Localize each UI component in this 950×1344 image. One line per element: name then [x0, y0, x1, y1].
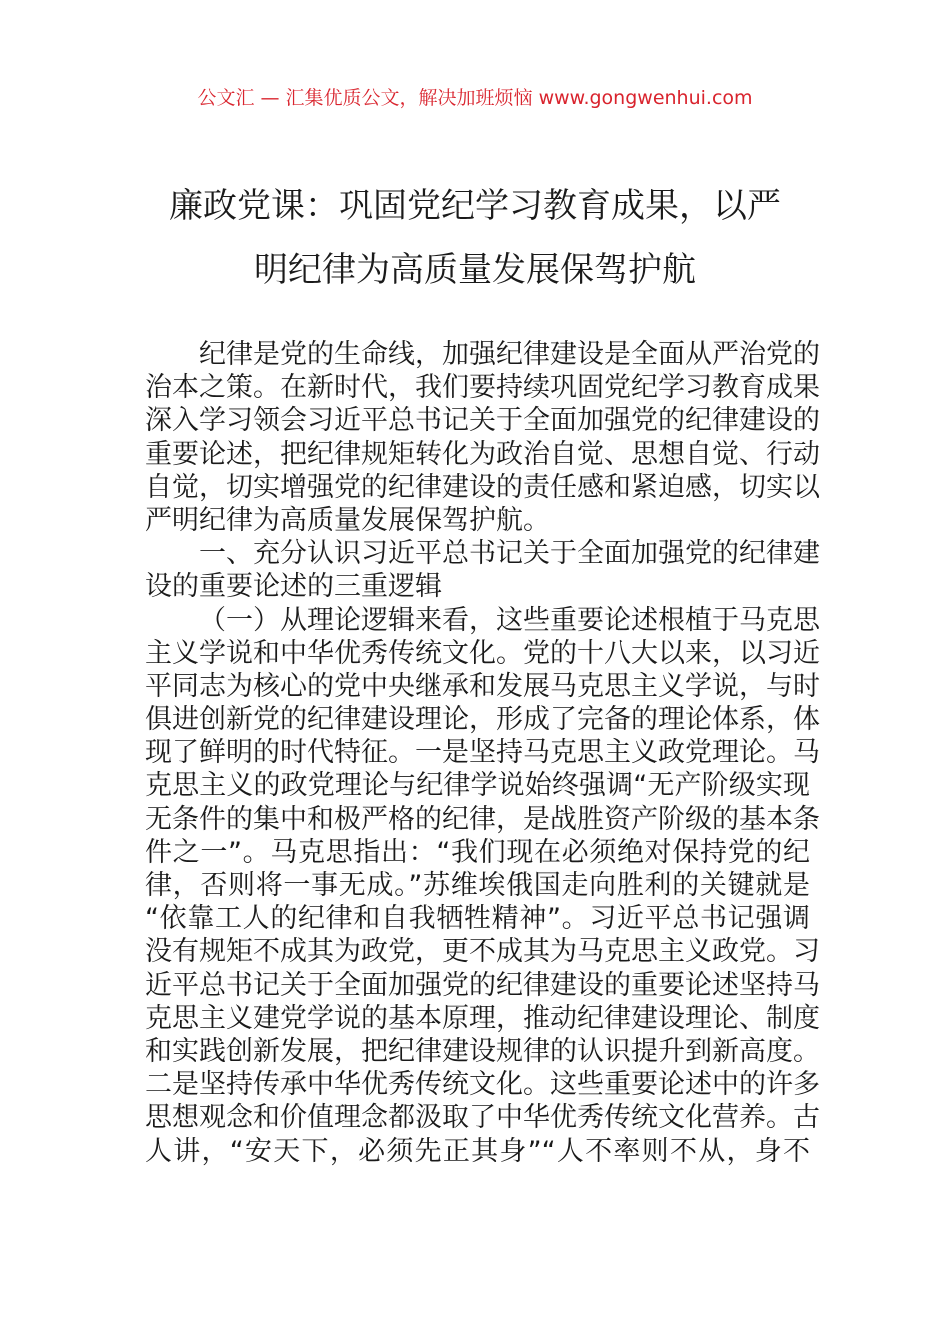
body-line: 思想观念和价值理念都汲取了中华优秀传统文化营养。古	[145, 1102, 820, 1134]
section-heading-line: 一、充分认识习近平总书记关于全面加强党的纪律建	[199, 538, 820, 570]
title-line: 廉政党课：巩固党纪学习教育成果，以严	[169, 186, 781, 226]
body-line: 人讲，“安天下，必须先正其身”“人不率则不从，身不	[145, 1135, 810, 1167]
title-line: 明纪律为高质量发展保驾护航	[254, 250, 696, 290]
body-line: 克思主义建党学说的基本原理，推动纪律建设理论、制度	[145, 1002, 820, 1034]
body-line: 克思主义的政党理论与纪律学说始终强调“无产阶级实现	[145, 770, 810, 802]
body-line: 主义学说和中华优秀传统文化。党的十八大以来，以习近	[145, 637, 820, 669]
body-line: 没有规矩不成其为政党，更不成其为马克思主义政党。习	[145, 936, 820, 968]
site-banner: 公文汇 — 汇集优质公文，解决加班烦恼 www.gongwenhui.com	[197, 87, 753, 109]
document-title	[0, 174, 950, 302]
document-body	[145, 338, 820, 1168]
body-line: （一）从理论逻辑来看，这些重要论述根植于马克思	[199, 604, 820, 636]
body-line: “依靠工人的纪律和自我牺牲精神”。习近平总书记强调	[145, 903, 810, 935]
body-line: 治本之策。在新时代，我们要持续巩固党纪学习教育成果	[145, 372, 820, 404]
body-line: 纪律是党的生命线，加强纪律建设是全面从严治党的	[199, 339, 820, 370]
body-line: 近平总书记关于全面加强党的纪律建设的重要论述坚持马	[145, 969, 820, 1001]
body-line: 平同志为核心的党中央继承和发展马克思主义学说，与时	[145, 670, 820, 702]
body-line: 无条件的集中和极严格的纪律，是战胜资产阶级的基本条	[145, 803, 820, 835]
body-line: 律，否则将一事无成。”苏维埃俄国走向胜利的关键就是	[145, 870, 810, 901]
body-line: 二是坚持传承中华优秀传统文化。这些重要论述中的许多	[145, 1069, 820, 1101]
body-line: 件之一”。马克思指出：“我们现在必须绝对保持党的纪	[145, 836, 810, 868]
body-line: 俱进创新党的纪律建设理论，形成了完备的理论体系，体	[145, 704, 820, 736]
body-line: 自觉，切实增强党的纪律建设的责任感和紧迫感，切实以	[145, 471, 820, 503]
body-line: 深入学习领会习近平总书记关于全面加强党的纪律建设的	[145, 405, 820, 437]
body-line: 和实践创新发展，把纪律建设规律的认识提升到新高度。	[145, 1035, 820, 1067]
section-heading-line: 设的重要论述的三重逻辑	[145, 571, 442, 603]
body-line: 严明纪律为高质量发展保驾护航。	[145, 504, 550, 536]
body-line: 重要论述，把纪律规矩转化为政治自觉、思想自觉、行动	[145, 438, 820, 470]
body-line: 现了鲜明的时代特征。一是坚持马克思主义政党理论。马	[145, 737, 820, 769]
